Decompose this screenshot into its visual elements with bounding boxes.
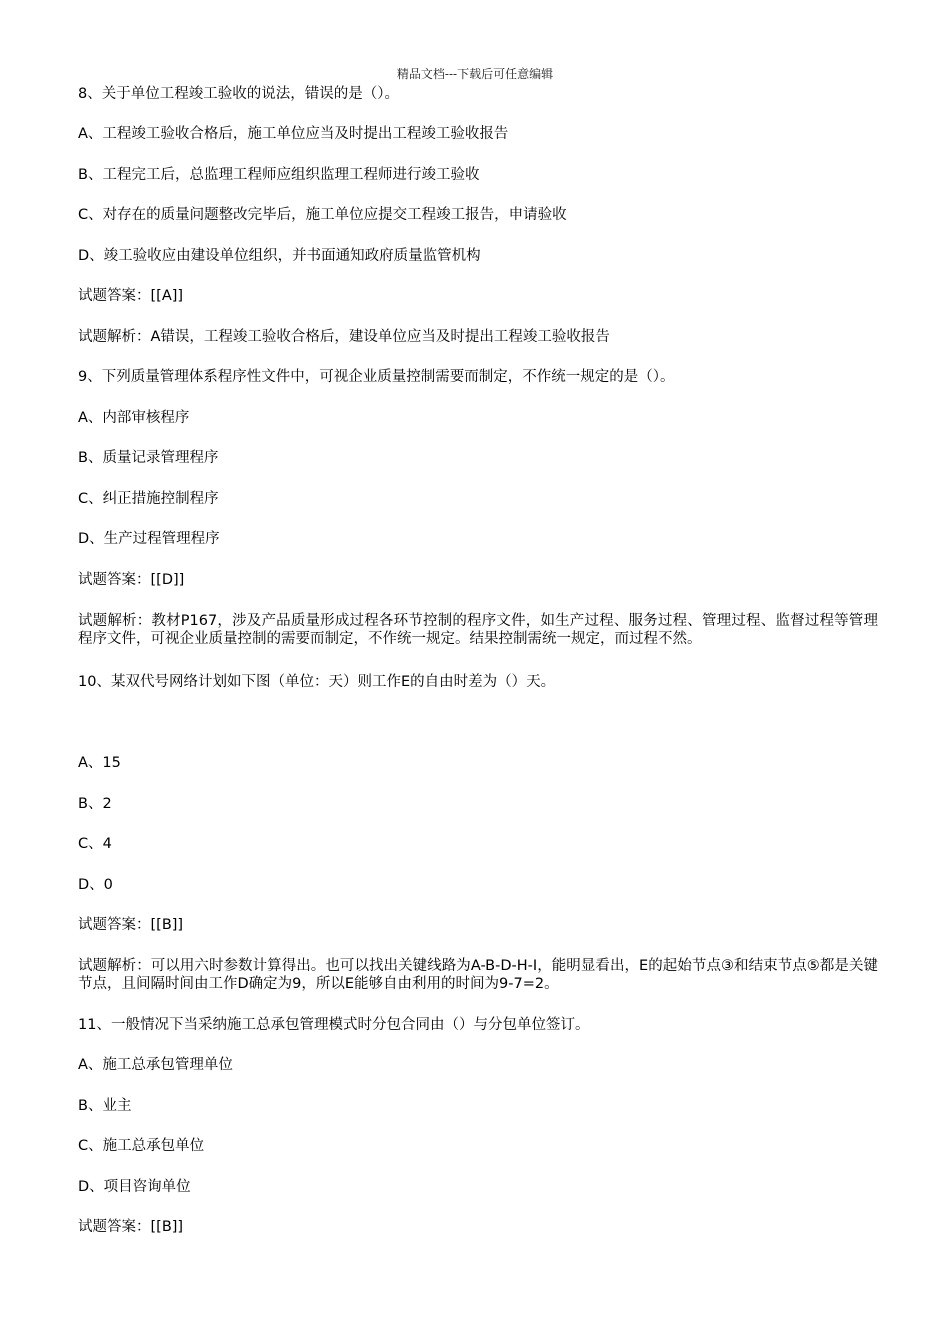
question-10-option-c: C、4	[78, 836, 112, 852]
question-9-stem: 9、下列质量管理体系程序性文件中，可视企业质量控制需要而制定，不作统一规定的是（）。	[78, 369, 675, 385]
question-10-option-b: B、2	[78, 796, 112, 812]
question-8-option-d: D、竣工验收应由建设单位组织，并书面通知政府质量监管机构	[78, 248, 481, 264]
question-9-explanation: 试题解析：教材P167，涉及产品质量形成过程各环节控制的程序文件，如生产过程、服务过程、管理过程、监督过程等管理程序文件，可视企业质量控制的需要而制定，不作统一规定。结果控制需统一规定，而过程不然。	[78, 613, 878, 647]
question-11-option-a: A、施工总承包管理单位	[78, 1057, 233, 1073]
question-9-option-a: A、内部审核程序	[78, 410, 190, 426]
question-11-answer: 试题答案：[[B]]	[78, 1219, 184, 1235]
question-11-option-b: B、业主	[78, 1098, 132, 1114]
question-8-explanation: 试题解析：A错误，工程竣工验收合格后，建设单位应当及时提出工程竣工验收报告	[78, 329, 610, 345]
page-header-watermark: 精品文档---下载后可任意编辑	[396, 67, 554, 81]
question-11-option-c: C、施工总承包单位	[78, 1138, 205, 1154]
question-10-option-a: A、15	[78, 755, 121, 771]
question-8-stem: 8、关于单位工程竣工验收的说法，错误的是（）。	[78, 86, 399, 102]
question-10-stem: 10、某双代号网络计划如下图（单位：天）则工作E的自由时差为（）天。	[78, 674, 556, 690]
question-8-option-a: A、工程竣工验收合格后，施工单位应当及时提出工程竣工验收报告	[78, 126, 509, 142]
question-9-option-c: C、纠正措施控制程序	[78, 491, 219, 507]
question-11-stem: 11、一般情况下当采纳施工总承包管理模式时分包合同由（）与分包单位签订。	[78, 1017, 590, 1033]
question-9-option-d: D、生产过程管理程序	[78, 531, 220, 547]
question-8-option-b: B、工程完工后，总监理工程师应组织监理工程师进行竣工验收	[78, 167, 480, 183]
question-10-explanation: 试题解析：可以用六时参数计算得出。也可以找出关键线路为A-B-D-H-I，能明显看出，E的起始节点③和结束节点⑤都是关键节点，且间隔时间由工作D确定为9，所以E能够自由利用的时间为9-7=2。	[78, 958, 878, 992]
question-10-option-d: D、0	[78, 877, 113, 893]
question-8-option-c: C、对存在的质量问题整改完毕后，施工单位应提交工程竣工报告，申请验收	[78, 207, 567, 223]
question-9-option-b: B、质量记录管理程序	[78, 450, 219, 466]
question-11-option-d: D、项目咨询单位	[78, 1179, 191, 1195]
question-10-answer: 试题答案：[[B]]	[78, 917, 184, 933]
question-9-answer: 试题答案：[[D]]	[78, 572, 185, 588]
question-8-answer: 试题答案：[[A]]	[78, 288, 184, 304]
